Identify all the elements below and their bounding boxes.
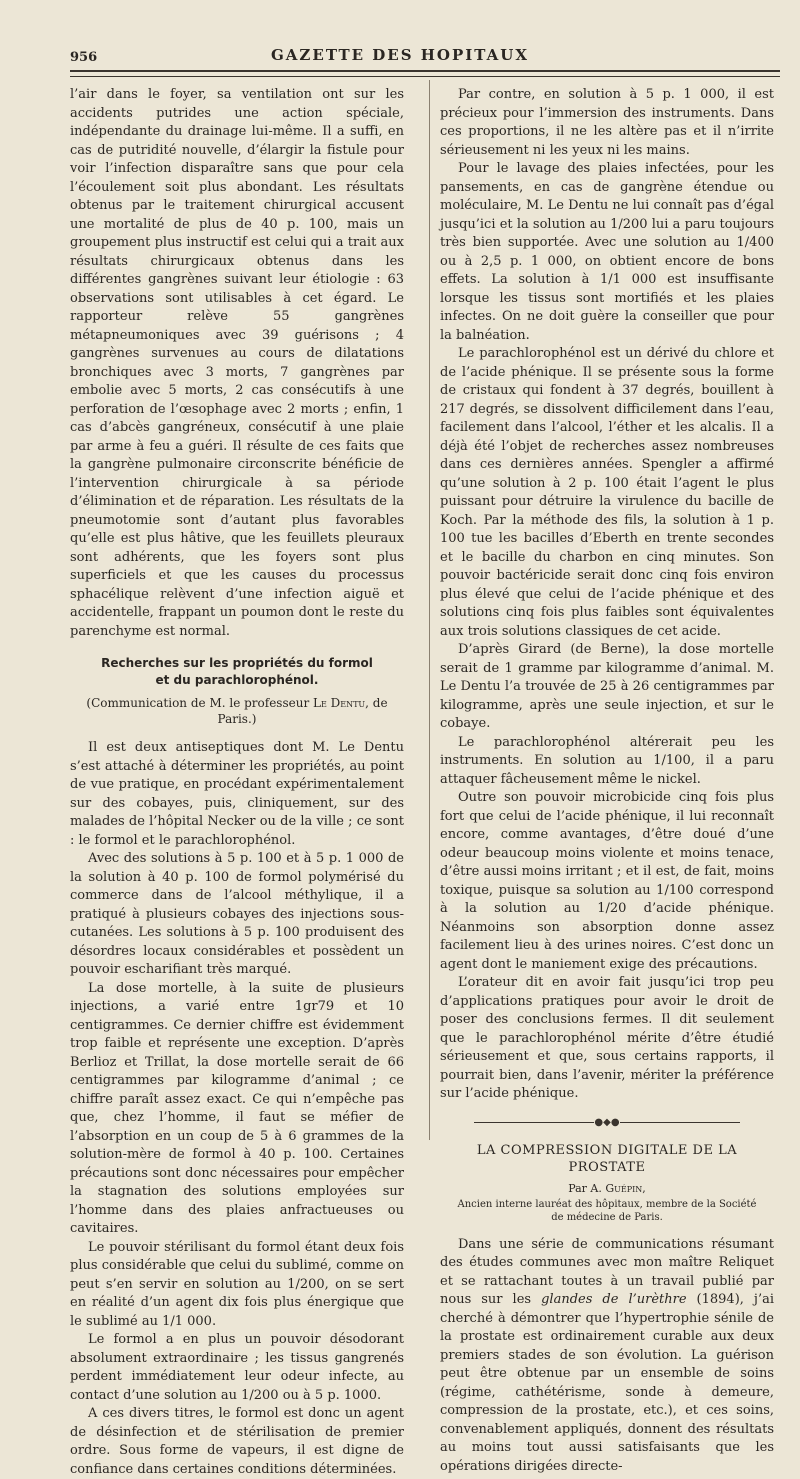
paragraph: A ces divers titres, le formol est donc un agent de désinfection et de stérilisation de premier ordre. Sous forme de vapeurs, il est digne de confiance dans certaines conditions déterminées. — [70, 1406, 404, 1477]
italic-title: glandes de l’urèthre — [541, 1292, 687, 1307]
subtitle-prefix: (Communication de M. le professeur — [86, 696, 313, 710]
paragraph: La dose mortelle, à la suite de plusieurs injections, a varié entre 1gr79 et 10 centigrammes. Ce dernier chiffre est évidemment trop faible et représente une exception. D’après Berlioz et Trillat, la dose mortelle serait de 66 centigrammes par kilogramme d’animal ; ce chiffre paraît assez exact. Ce qui n’empêche pas que, chez l’homme, il faut se méfier de l’absorption en un coup de 5 à 6 grammes de la solution-mère de formol à 40 p. 100. Certaines précautions sont donc nécessaires pour empêcher la stagnation des solutions employées sur l’homme dans des plaies anfractueuses ou cavitaires. — [70, 980, 404, 1236]
section-title-line: Recherches sur les propriétés du formol — [101, 656, 373, 670]
section-divider-ornament: ●◆● — [440, 1118, 774, 1128]
text-run: (1894), j’ai cherché à démontrer que l’hypertrophie sénile de la prostate est ordinairement curable aux deux premiers stades de son évolution. La guérison peut être obtenue par un ensemble de soins (régime, cathétérisme, sonde à demeure, compression de la prostate, etc.), et ces soins, convenablement appliqués, donnent des résultats au moins tout aussi satisfaisants que les opérations dirigées directe- — [440, 1292, 774, 1474]
right-column — [440, 86, 774, 1476]
author-prefix: Par A. — [568, 1181, 606, 1195]
paragraph: Pour le lavage des plaies infectées, pour les pansements, en cas de gangrène étendue ou moléculaire, M. Le Dentu ne lui connaît pas d’égal jusqu’ici et la solution au 1/200 lui a paru toujours très bien supportée. Avec une solution au 1/400 ou à 2,5 p. 1 000, on obtient encore de bons effets. La solution à 1/1 000 est insuffisante lorsque les tissus sont mortifiés et les plaies infectes. On ne doit guère la conseiller que pour la balnéation. — [440, 161, 774, 343]
paragraph: Le formol a en plus un pouvoir désodorant absolument extraordinaire ; les tissus gangrenés perdent immédiatement leur odeur infecte, au contact d’une solution au 1/200 ou à 5 p. 1000. — [70, 1332, 404, 1403]
page-number: 956 — [70, 50, 98, 65]
column-separator — [429, 80, 430, 1140]
paragraph: L’orateur dit en avoir fait jusqu’ici trop peu d’applications pratiques pour avoir le droit de poser des conclusions fermes. Il dit seulement que le parachlorophénol mérite d’être étudié sérieusement et que, sous certains rapports, il pourrait bien, dans l’avenir, mériter la préférence sur l’acide phénique. — [440, 975, 774, 1101]
paragraph — [440, 1236, 774, 1477]
section-subtitle — [70, 695, 404, 727]
article-title: LA COMPRESSION DIGITALE DE LA PROSTATE — [476, 1142, 738, 1175]
section-title-line: et du parachlorophénol. — [155, 673, 319, 687]
paragraph: D’après Girard (de Berne), la dose mortelle serait de 1 gramme par kilogramme d’animal. M. Le Dentu l’a trouvée de 25 à 26 centigrammes par kilogramme, après une seule injection, et sur le cobaye. — [440, 642, 774, 731]
header-rule-thin — [70, 76, 780, 77]
article-author — [440, 1182, 774, 1196]
article-affiliation: Ancien interne lauréat des hôpitaux, membre de la Société de médecine de Paris. — [457, 1198, 757, 1223]
paragraph: Il est deux antiseptiques dont M. Le Dentu s’est attaché à déterminer les propriétés, au point de vue pratique, en procédant expérimentalement sur des cobayes, puis, cliniquement, sur des malades de l’hôpital Necker ou de la ville ; ce sont : le formol et le parachlorophénol. — [70, 740, 404, 848]
author-suffix: , — [642, 1181, 646, 1195]
section-title — [70, 655, 404, 689]
paragraph: Le pouvoir stérilisant du formol étant deux fois plus considérable que celui du sublimé, comme on peut s’en servir en solution au 1/200, on se sert en réalité d’un agent dix fois plus énergique que le sublimé au 1/1 000. — [70, 1239, 404, 1329]
paragraph: l’air dans le foyer, sa ventilation ont sur les accidents putrides une action spéciale, indépendante du drainage lui-même. Il a suffi, en cas de putridité nouvelle, d’élargir la fistule pour voir l’infection disparaître sans que pour cela l’écoulement soit plus abondant. Les résultats obtenus par le traitement chirurgical accusent une mortalité de plus de 40 p. 100, mais un groupement plus instructif est celui qui a trait aux résultats chirurgicaux obtenus dans les différentes gangrènes suivant leur étiologie : 63 observations sont utilisables à cet égard. Le rapporteur relève 55 gangrènes métapneumoniques avec 39 guérisons ; 4 gangrènes survenues au cours de dilatations bronchiques avec 3 morts, 7 gangrènes par embolie avec 5 morts, 2 cas consécutifs à une perforation de l’œsophage avec 2 morts ; enfin, 1 cas d’abcès gangréneux, consécutif à une plaie par arme à feu a guéri. Il résulte de ces faits que la gangrène pulmonaire circonscrite bénéficie de l’intervention chirurgicale à sa période d’élimination et de réparation. Les résultats de la pneumotomie sont d’autant plus favorables qu’elle est plus hâtive, que les feuillets pleuraux sont adhérents, que les foyers sont plus superficiels et que les causes du processus sphacélique relèvent d’une infection aiguë et accidentelle, frappant un poumon dont le reste du parenchyme est normal. — [70, 87, 404, 639]
subtitle-name: Le Dentu — [313, 696, 366, 710]
running-title: GAZETTE DES HOPITAUX — [270, 46, 529, 64]
paragraph: Le parachlorophénol altérerait peu les instruments. En solution au 1/100, il a paru attaquer fâcheusement même le nickel. — [440, 734, 774, 787]
paragraph: Le parachlorophénol est un dérivé du chlore et de l’acide phénique. Il se présente sous la forme de cristaux qui fondent à 37 degrés, bouillent à 217 degrés, se dissolvent difficilement dans l’eau, facilement dans l’alcool, l’éther et les alcalis. Il a déjà été l’objet de recherches assez nombreuses dans ces dernières années. Spengler a affirmé qu’une solution à 2 p. 100 était l’agent le plus puissant pour détruire la virulence du bacille de Koch. Par la méthode des fils, la solution à 1 p. 100 tue les bacilles d’Eberth en trente secondes et le bacille du charbon en cinq minutes. Son pouvoir bactéricide serait donc cinq fois environ plus élevé que celui de l’acide phénique et des solutions cinq fois plus faibles sont équivalentes aux trois solutions classiques de cet acide. — [440, 346, 774, 639]
text-run: Dans une série de communications résumant des études communes avec mon maître Reliquet et se rattachant toutes à un travail publié par nous sur les — [440, 1236, 774, 1307]
left-column — [70, 86, 404, 1479]
paragraph: Avec des solutions à 5 p. 100 et à 5 p. 1 000 de la solution à 40 p. 100 de formol polymérisé du commerce dans de l’alcool méthylique, il a pratiqué à plusieurs cobayes des injections sous-cutanées. Les solutions à 5 p. 100 produisent des désordres locaux considérables et possèdent un pouvoir escharifiant très marqué. — [70, 851, 404, 977]
header-rule-thick — [70, 70, 780, 72]
paragraph: Outre son pouvoir microbicide cinq fois plus fort que celui de l’acide phénique, il lui reconnaît encore, comme avantages, d’être doué d’une odeur beaucoup moins violente et moins tenace, d’être aussi moins irritant ; et il est, de fait, moins toxique, puisque sa solution au 1/100 correspond à la solution au 1/20 d’acide phénique. Néanmoins son absorption donne assez facilement lieu à des urines noires. C’est donc un agent dont le maniement exige des précautions. — [440, 790, 774, 972]
subtitle-suffix: , de Paris.) — [217, 696, 388, 726]
author-name: Guépin — [605, 1181, 643, 1195]
paragraph: Par contre, en solution à 5 p. 1 000, il est précieux pour l’immersion des instruments. Dans ces proportions, il ne les altère pas et il n’irrite sérieusement ni les yeux ni les mains. — [440, 87, 774, 158]
